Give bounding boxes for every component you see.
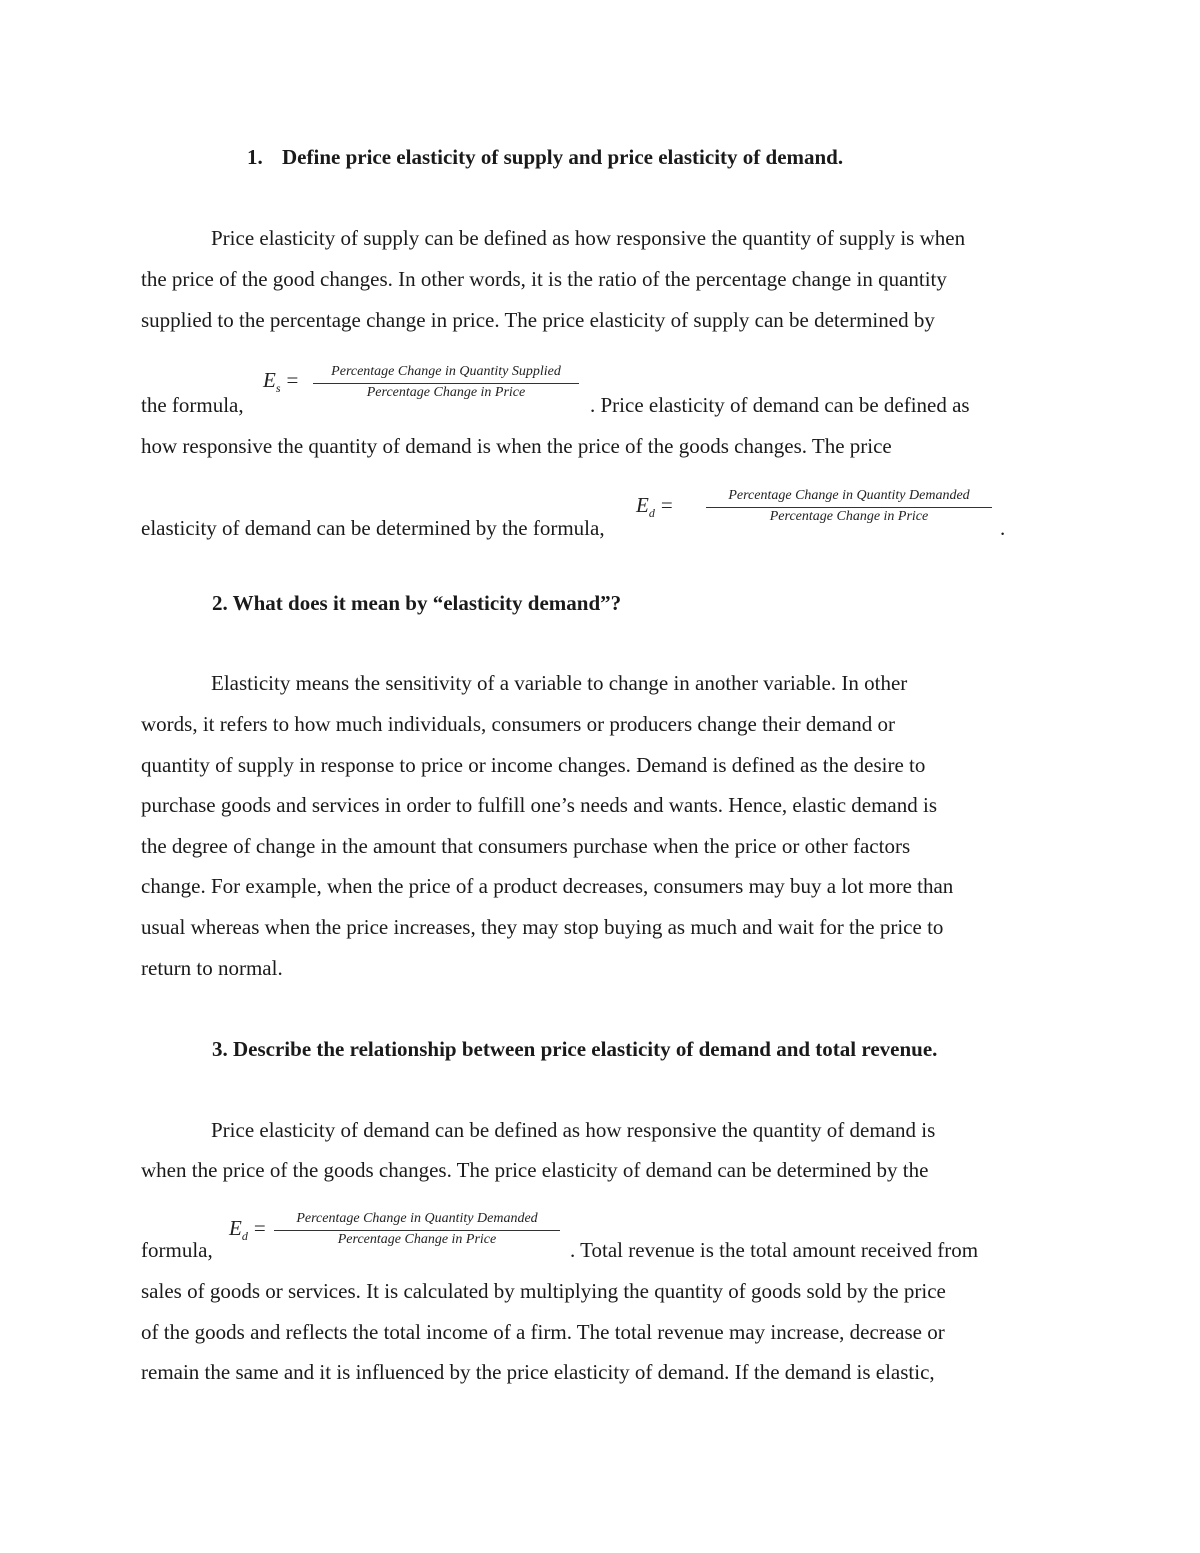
q1-line-5: . Price elasticity of demand can be defined as <box>590 393 970 417</box>
formula-demand-q1-numerator: Percentage Change in Quantity Demanded <box>728 488 970 503</box>
q2-line-4: purchase goods and services in order to fulfill one’s needs and wants. Hence, elastic demand is <box>141 793 938 817</box>
formula-supply-fraction-bar <box>313 383 579 384</box>
q3-line-2: when the price of the goods changes. The price elasticity of demand can be determined by the <box>141 1158 929 1182</box>
formula-demand-q3-denominator: Percentage Change in Price <box>337 1232 497 1247</box>
q2-line-3: quantity of supply in response to price or income changes. Demand is defined as the desire to <box>141 753 926 777</box>
q3-line-5: sales of goods or services. It is calculated by multiplying the quantity of goods sold by the price <box>141 1279 946 1303</box>
formula-supply-numerator: Percentage Change in Quantity Supplied <box>331 364 561 379</box>
q3-line-4: . Total revenue is the total amount received from <box>570 1238 979 1262</box>
q1-line-1: Price elasticity of supply can be defined as how responsive the quantity of supply is when <box>211 226 966 250</box>
formula-supply-lhs: E <box>263 368 276 392</box>
q3-heading: 3. Describe the relationship between price elasticity of demand and total revenue. <box>212 1037 938 1061</box>
q1-line-8: . <box>1000 516 1006 540</box>
q3-line-3: formula, <box>141 1238 213 1262</box>
q3-line-7: remain the same and it is influenced by the price elasticity of demand. If the demand is elastic, <box>141 1360 935 1384</box>
q2-heading: 2. What does it mean by “elasticity demand”? <box>212 591 622 615</box>
q3-line-6: of the goods and reflects the total income of a firm. The total revenue may increase, decrease or <box>141 1320 945 1344</box>
formula-supply-denominator: Percentage Change in Price <box>366 385 526 400</box>
q1-line-7: elasticity of demand can be determined by the formula, <box>141 516 605 540</box>
formula-demand-q1-lhs: E <box>636 493 649 517</box>
q2-line-2: words, it refers to how much individuals, consumers or producers change their demand or <box>141 712 896 736</box>
q1-line-3: supplied to the percentage change in price. The price elasticity of supply can be determined by <box>141 308 935 332</box>
q3-line-1: Price elasticity of demand can be defined as how responsive the quantity of demand is <box>211 1118 936 1142</box>
q2-line-1: Elasticity means the sensitivity of a variable to change in another variable. In other <box>211 671 908 695</box>
q2-line-6: change. For example, when the price of a product decreases, consumers may buy a lot more than <box>141 874 954 898</box>
formula-demand-q3-numerator: Percentage Change in Quantity Demanded <box>296 1211 538 1226</box>
formula-demand-q1-sub: d <box>648 506 655 521</box>
formula-demand-q3-lhs: E <box>229 1216 242 1240</box>
q1-line-2: the price of the good changes. In other words, it is the ratio of the percentage change in quantity <box>141 267 947 291</box>
formula-demand-q3-fraction-bar <box>274 1230 560 1231</box>
formula-demand-q3-op: = <box>253 1216 266 1240</box>
formula-demand-q1-op: = <box>660 493 673 517</box>
q2-line-5: the degree of change in the amount that consumers purchase when the price or other factors <box>141 834 911 858</box>
q1-line-4: the formula, <box>141 393 244 417</box>
formula-supply-op: = <box>286 368 299 392</box>
q1-line-6: how responsive the quantity of demand is when the price of the goods changes. The price <box>141 434 892 458</box>
formula-demand-q3-sub: d <box>241 1229 248 1244</box>
q2-line-7: usual whereas when the price increases, they may stop buying as much and wait for the price to <box>141 915 944 939</box>
formula-demand-q1-fraction-bar <box>706 507 992 508</box>
q2-line-8: return to normal. <box>141 956 283 980</box>
formula-supply-sub: s <box>275 381 281 396</box>
q1-heading <box>247 145 843 170</box>
formula-demand-q1-denominator: Percentage Change in Price <box>769 509 929 524</box>
q1-number: 1. <box>247 145 263 169</box>
q1-title: Define price elasticity of supply and price elasticity of demand. <box>282 145 844 169</box>
